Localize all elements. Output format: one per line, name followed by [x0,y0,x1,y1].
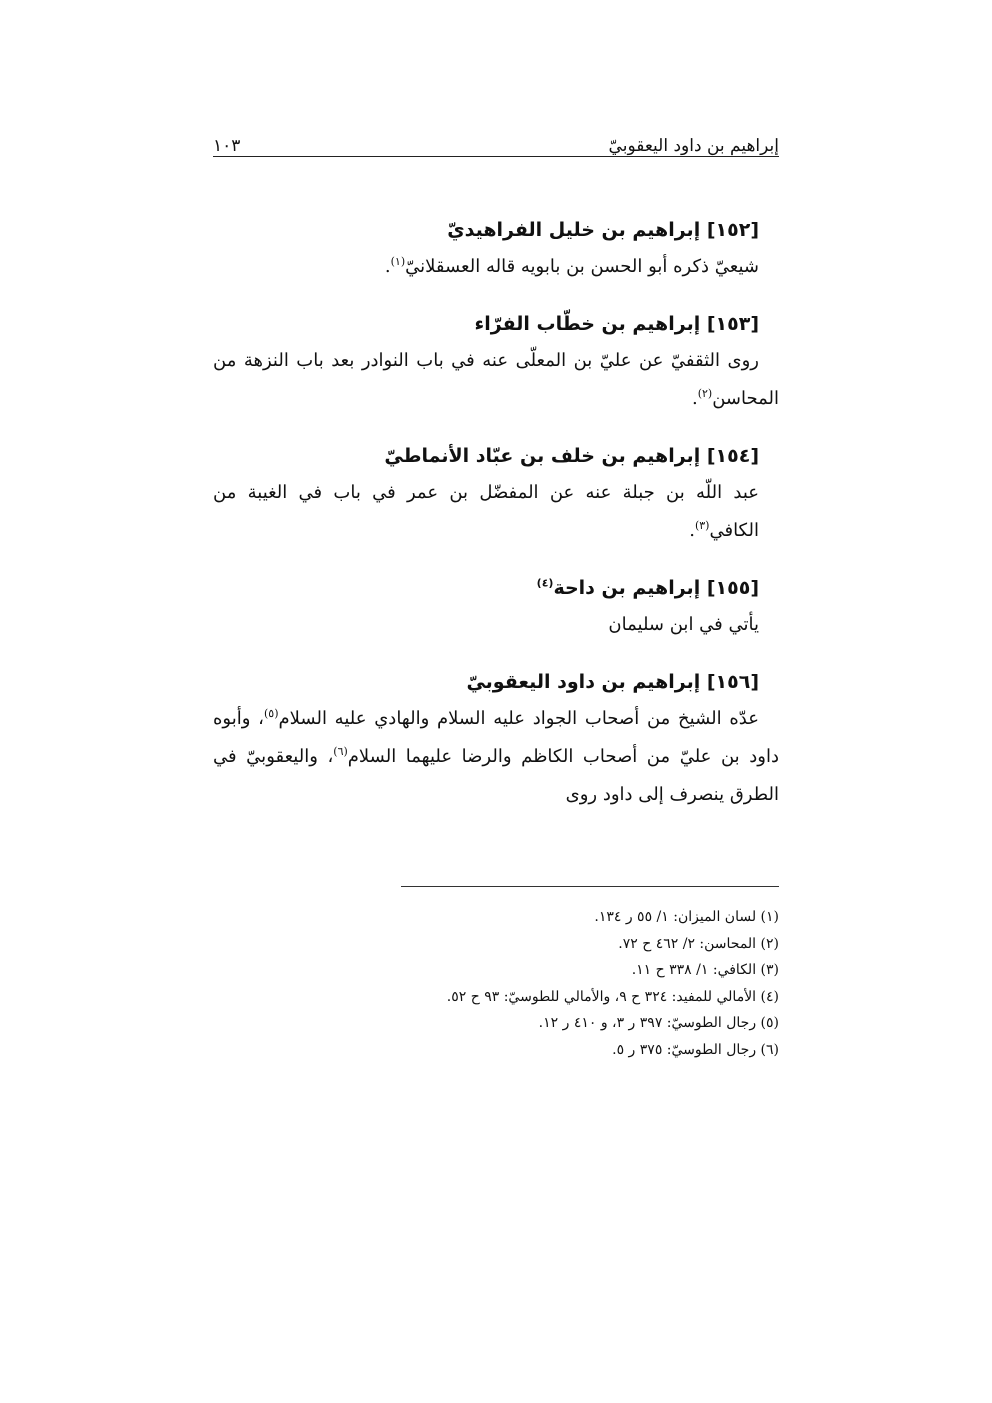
footnote-item: (١) لسان الميزان: ١/ ٥٥ ر ١٣٤. [594,909,779,925]
footnote-ref[interactable]: (٥) [264,707,279,720]
entry-text: روى الثقفيّ عن عليّ بن المعلّى عنه في باب النوادر بعد باب النزهة من المحاسن [213,350,779,409]
entry-155 [213,570,779,644]
entry-title: [١٥٦] إبراهيم بن داود اليعقوبيّ [466,671,759,693]
page-number: ١٠٣ [213,136,241,156]
entry-body: يأتي في ابن سليمان [608,614,759,635]
footnotes [213,904,779,1063]
footnote-ref[interactable]: (١) [390,255,406,268]
entry-title-text: [١٥٥] إبراهيم بن داحة [553,577,759,599]
footnote-item: (٥) رجال الطوسيّ: ٣٩٧ ر ٣، و ٤١٠ ر ١٢. [538,1015,779,1031]
entry-body [213,342,779,418]
entry-tail: . [691,388,698,409]
main-content [213,212,779,834]
entry-title: [١٥٢] إبراهيم بن خليل الفراهيديّ [447,219,759,241]
footnote-item: (٢) المحاسن: ٢/ ٤٦٢ ح ٧٢. [618,935,779,952]
entry-title [213,570,759,606]
entry-152 [213,212,779,286]
entry-156 [213,664,779,814]
footnote-ref[interactable]: (٣) [694,519,710,532]
entry-tail: . [689,520,695,541]
entry-tail: . [384,256,391,277]
entry-154 [213,438,779,550]
entry-text: عبد اللّه بن جبلة عنه عن المفضّل بن عمر في باب في الغيبة من الكافي [213,482,759,541]
entry-text: ، وأبوه داود بن عليّ من أصحاب الكاظم والرضا عليهما السلام [213,708,779,767]
running-title: إبراهيم بن داود اليعقوبيّ [608,136,779,156]
entry-text: عدّه الشيخ من أصحاب الجواد عليه السلام والهادي عليه السلام [278,708,759,729]
footnote-item: (٣) الكافي: ١/ ٣٣٨ ح ١١. [631,962,779,978]
entry-text: شيعيّ ذكره أبو الحسن بن بابويه قاله العسقلانيّ [405,256,759,277]
page-header [213,126,779,156]
entry-title: [١٥٣] إبراهيم بن خطّاب الفرّاء [474,313,759,335]
entry-text: ، واليعقوبيّ في الطرق ينصرف إلى داود روى [213,746,779,805]
footnote-ref[interactable]: (٤) [536,576,554,590]
entry-body [213,474,759,550]
header-divider [213,156,779,157]
entry-153 [213,306,779,418]
entry-body [213,700,779,814]
footnote-divider [401,886,779,887]
footnote-ref[interactable]: (٦) [333,745,348,758]
entry-body [213,248,759,286]
footnote-item: (٤) الأمالي للمفيد: ٣٢٤ ح ٩، والأمالي للطوسيّ: ٩٣ ح ٥٢. [446,988,779,1005]
entry-title: [١٥٤] إبراهيم بن خلف بن عبّاد الأنماطيّ [384,445,759,467]
footnote-ref[interactable]: (٢) [697,387,713,400]
footnote-item: (٦) رجال الطوسيّ: ٣٧٥ ر ٥. [612,1041,779,1058]
